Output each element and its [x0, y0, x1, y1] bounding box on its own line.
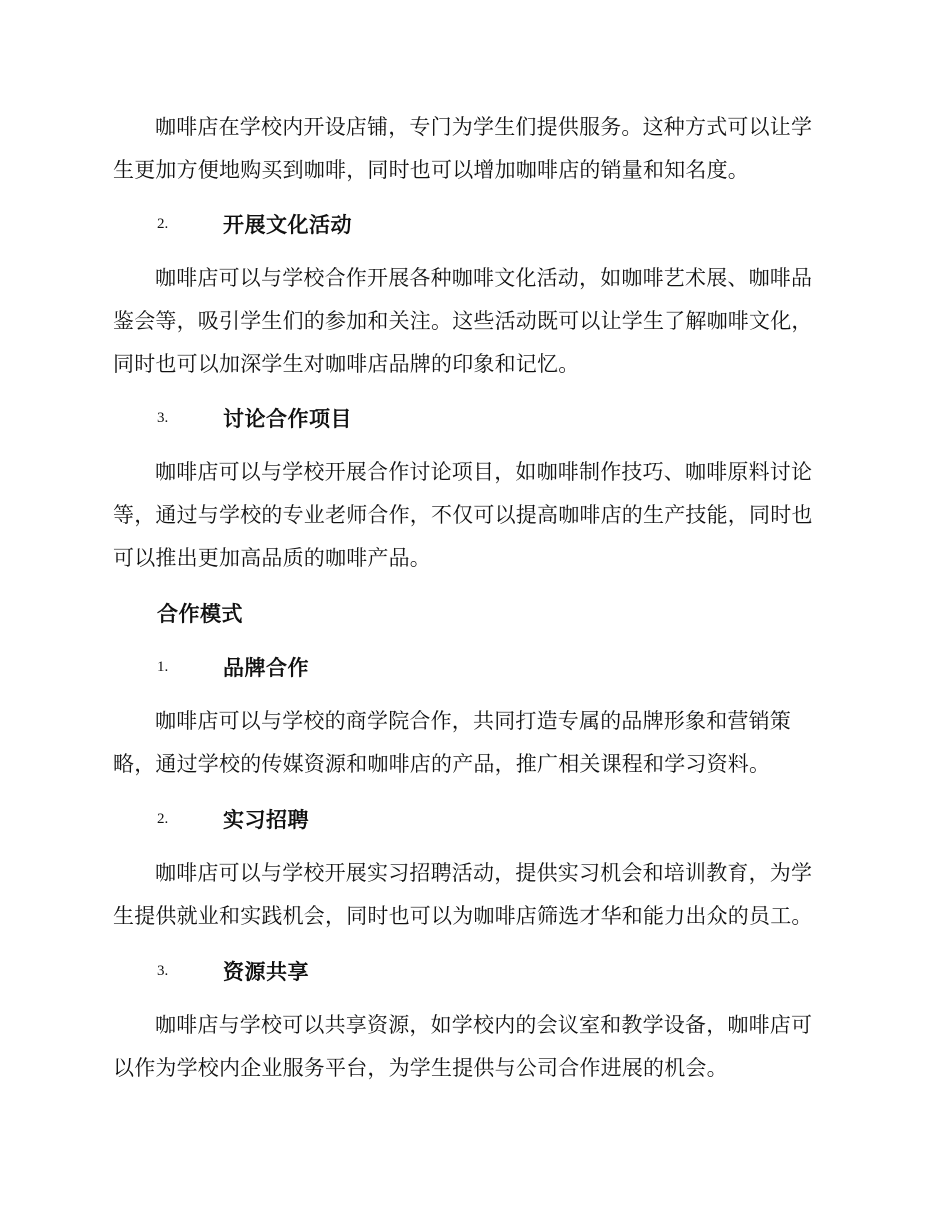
- list-title: 开展文化活动: [223, 213, 352, 237]
- list-title: 品牌合作: [223, 656, 309, 680]
- list-item-brand-cooperation: [157, 652, 309, 682]
- list-item-cooperation-projects: [157, 403, 352, 433]
- list-number: 3.: [157, 409, 169, 426]
- paragraph-internship-recruitment: 咖啡店可以与学校开展实习招聘活动，提供实习机会和培训教育，为学生提供就业和实践机会，同时也可以为咖啡店筛选才华和能力出众的员工。: [113, 861, 813, 928]
- list-title: 讨论合作项目: [223, 407, 352, 431]
- list-item-internship-recruitment: [157, 804, 309, 834]
- list-title: 资源共享: [223, 960, 309, 984]
- list-number: 1.: [157, 658, 169, 675]
- paragraph-culture-activities: 咖啡店可以与学校合作开展各种咖啡文化活动，如咖啡艺术展、咖啡品鉴会等，吸引学生们的参加和关注。这些活动既可以让学生了解咖啡文化，同时也可以加深学生对咖啡店品牌的印象和记忆。: [113, 266, 813, 376]
- paragraph-campus-store: 咖啡店在学校内开设店铺，专门为学生们提供服务。这种方式可以让学生更加方便地购买到咖啡，同时也可以增加咖啡店的销量和知名度。: [113, 115, 813, 182]
- section-heading-cooperation-modes: 合作模式: [157, 602, 243, 626]
- paragraph-resource-sharing: 咖啡店与学校可以共享资源，如学校内的会议室和教学设备，咖啡店可以作为学校内企业服务平台，为学生提供与公司合作进展的机会。: [113, 1013, 813, 1080]
- list-number: 2.: [157, 215, 169, 232]
- list-item-resource-sharing: [157, 956, 309, 986]
- list-number: 2.: [157, 810, 169, 827]
- paragraph-brand-cooperation: 咖啡店可以与学校的商学院合作，共同打造专属的品牌形象和营销策略，通过学校的传媒资源和咖啡店的产品，推广相关课程和学习资料。: [113, 709, 791, 776]
- list-title: 实习招聘: [223, 808, 309, 832]
- list-item-culture-activities: [157, 209, 352, 239]
- list-number: 3.: [157, 962, 169, 979]
- paragraph-cooperation-projects: 咖啡店可以与学校开展合作讨论项目，如咖啡制作技巧、咖啡原料讨论等，通过与学校的专业老师合作，不仅可以提高咖啡店的生产技能，同时也可以推出更加高品质的咖啡产品。: [113, 460, 813, 570]
